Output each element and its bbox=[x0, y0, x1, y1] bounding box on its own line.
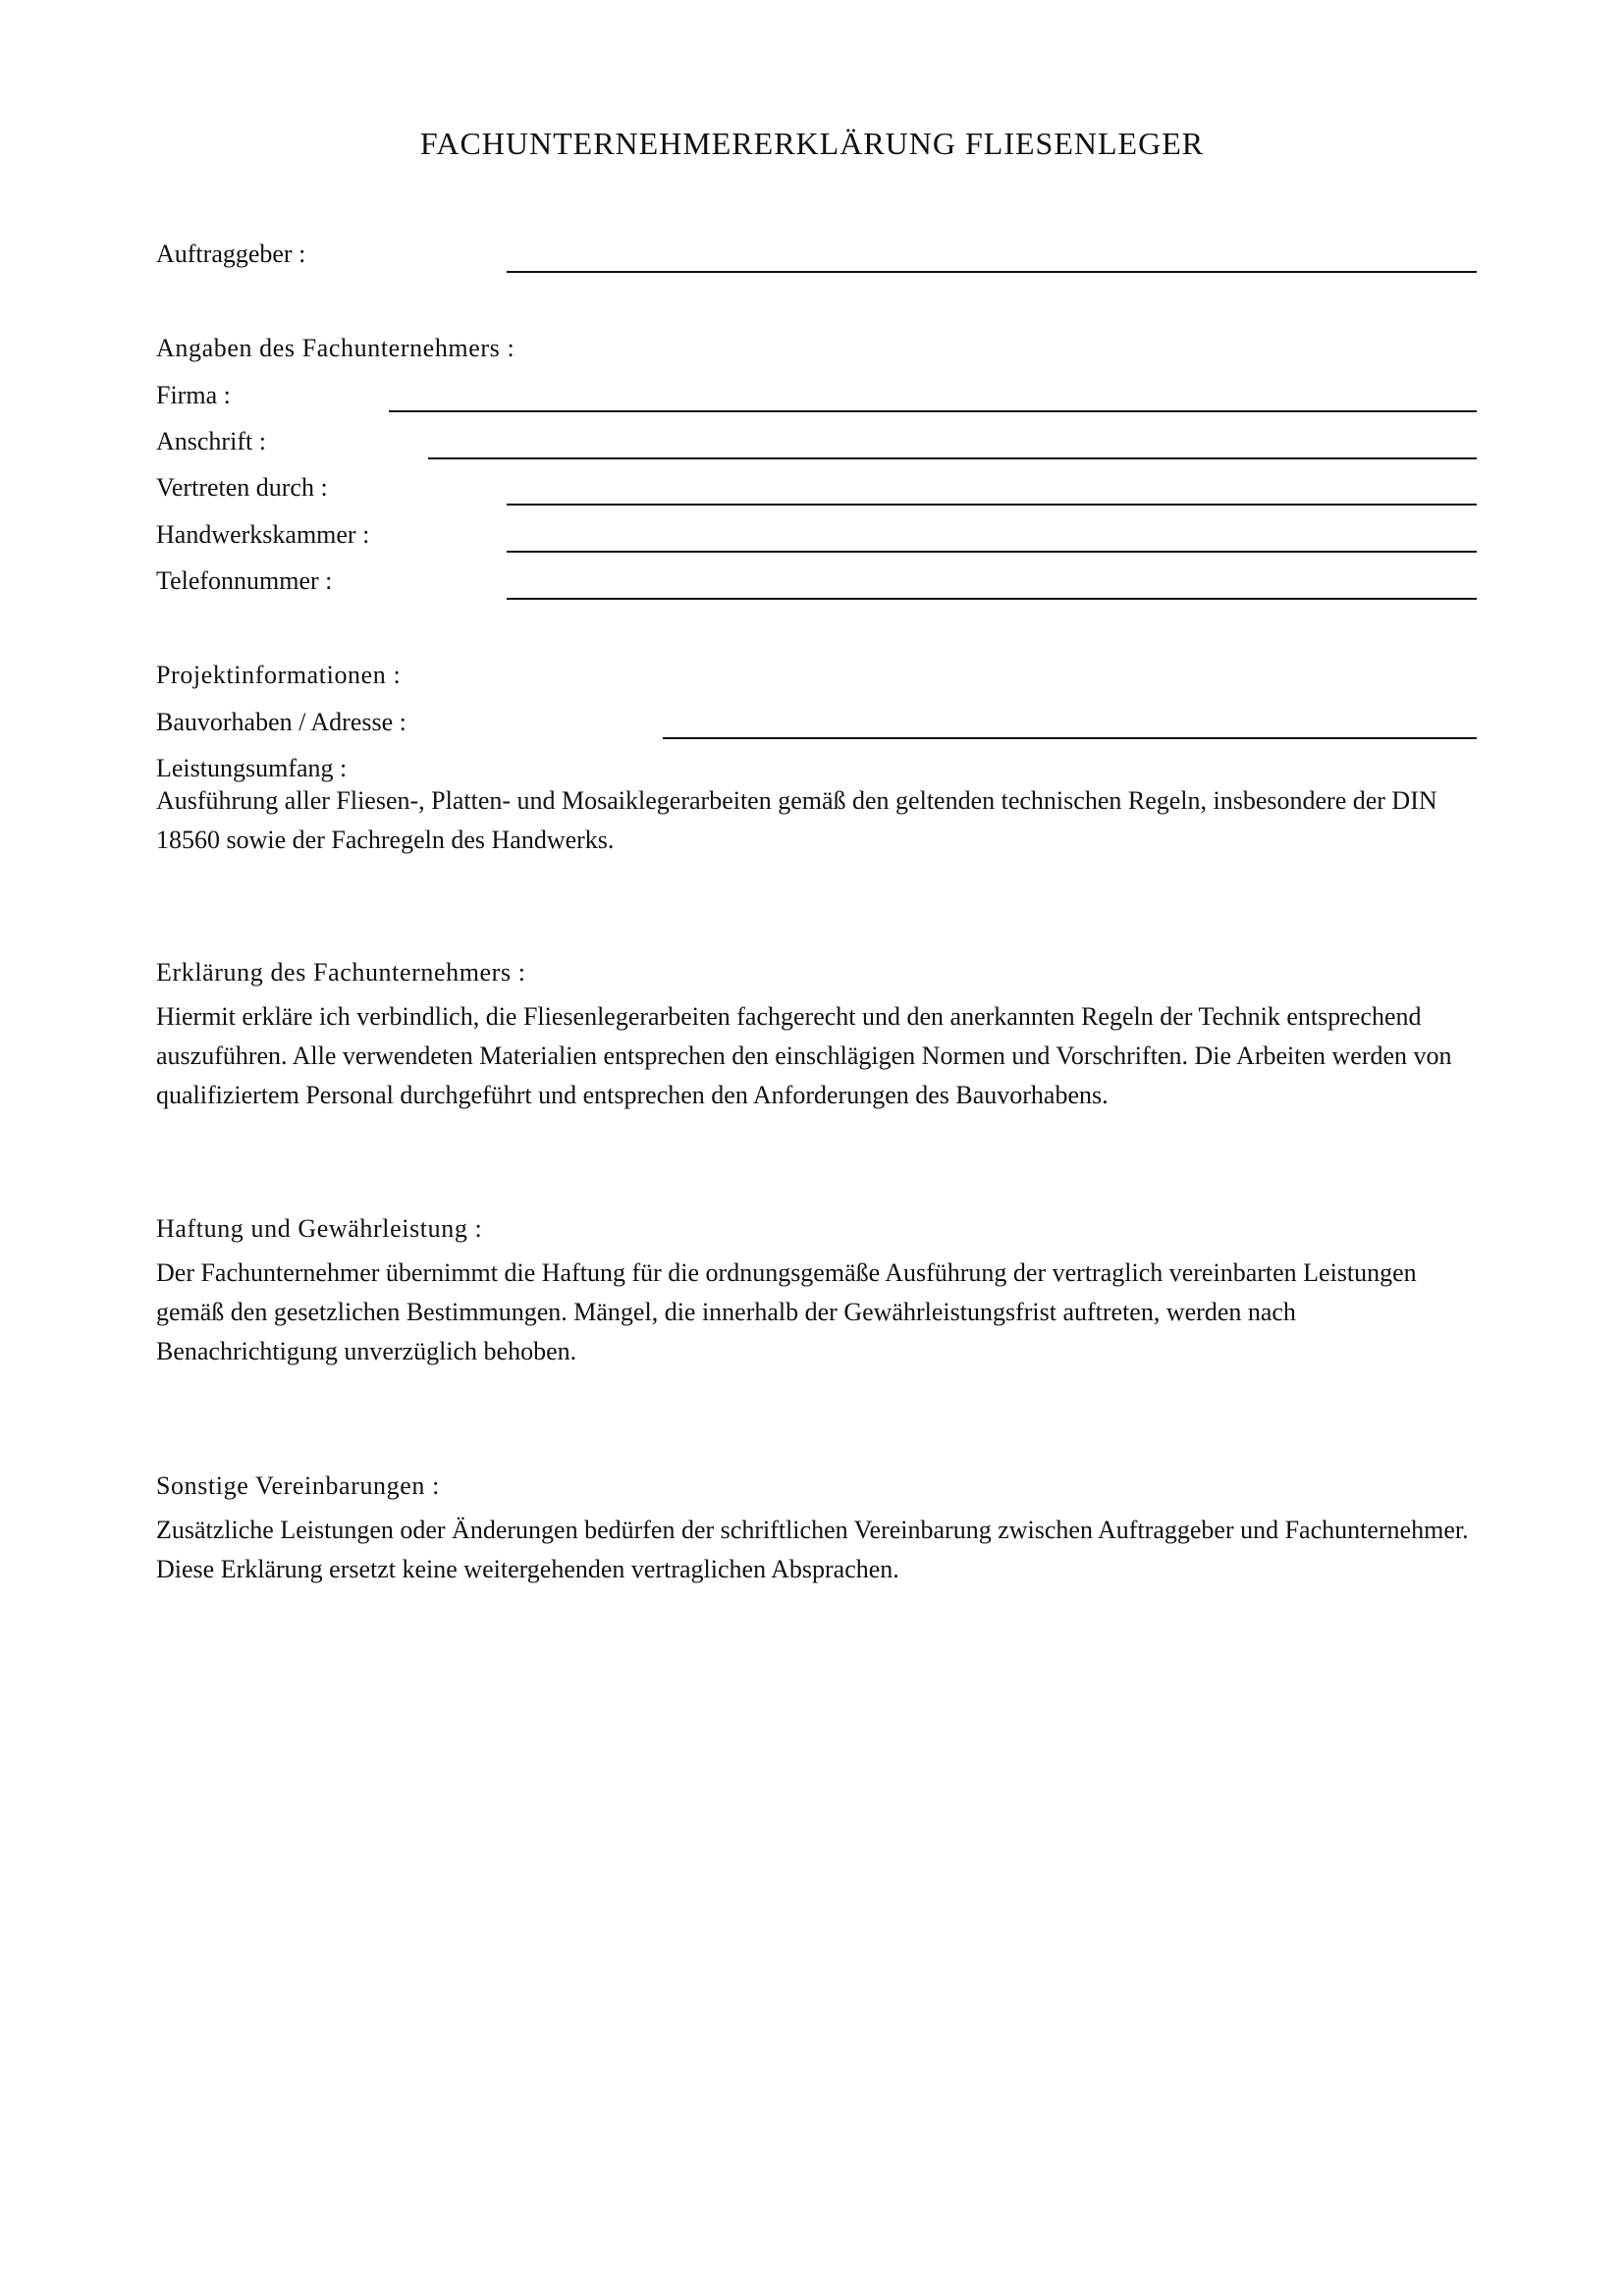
sonstige-text: Zusätzliche Leistungen oder Änderungen bedürfen der schriftlichen Vereinbarung zwischen Auftraggeber und Fachunternehmer. Diese Erklärung ersetzt keine weitergehenden vertraglichen Absprachen. bbox=[156, 1516, 1469, 1583]
contractor-heading: Angaben des Fachunternehmers : bbox=[156, 334, 515, 362]
bauvorhaben-label: Bauvorhaben / Adresse : bbox=[156, 708, 406, 736]
auftraggeber-label: Auftraggeber : bbox=[156, 240, 306, 268]
handwerkskammer-field[interactable] bbox=[507, 551, 1477, 553]
haftung-heading: Haftung und Gewährleistung : bbox=[156, 1214, 483, 1243]
vertreten-label: Vertreten durch : bbox=[156, 473, 328, 502]
haftung-text: Der Fachunternehmer übernimmt die Haftung für die ordnungsgemäße Ausführung der vertraglich vereinbarten Leistungen gemäß den gesetzlichen Bestimmungen. Mängel, die innerhalb der Gewährleistungsfrist auftreten, werden nach Benachrichtigung unverzüglich behoben. bbox=[156, 1258, 1417, 1365]
document-title: FACHUNTERNEHMERERKLÄRUNG FLIESENLEGER bbox=[419, 126, 1205, 161]
erklaerung-heading: Erklärung des Fachunternehmers : bbox=[156, 958, 526, 987]
vertreten-field[interactable] bbox=[507, 504, 1477, 506]
telefon-label: Telefonnummer : bbox=[156, 566, 333, 595]
leistungsumfang-text: Ausführung aller Fliesen-, Platten- und Mosaiklegerarbeiten gemäß den geltenden technischen Regeln, insbesondere der DIN 18560 sowie der Fachregeln des Handwerks. bbox=[156, 786, 1437, 854]
telefon-field[interactable] bbox=[507, 598, 1477, 600]
handwerkskammer-label: Handwerkskammer : bbox=[156, 520, 370, 549]
erklaerung-text: Hiermit erkläre ich verbindlich, die Fliesenlegerarbeiten fachgerecht und den anerkannten Regeln der Technik entsprechend auszuführen. Alle verwendeten Materialien entsprechen den einschlägigen Normen und Vorschriften. Die Arbeiten werden von qualifiziertem Personal durchgeführt und entsprechen den Anforderungen des Bauvorhabens. bbox=[156, 1002, 1452, 1109]
bauvorhaben-field[interactable] bbox=[663, 737, 1477, 739]
firma-field[interactable] bbox=[389, 410, 1477, 412]
sonstige-heading: Sonstige Vereinbarungen : bbox=[156, 1471, 440, 1500]
project-heading: Projektinformationen : bbox=[156, 661, 402, 689]
auftraggeber-field[interactable] bbox=[507, 271, 1477, 273]
leistungsumfang-label: Leistungsumfang : bbox=[156, 754, 348, 782]
anschrift-field[interactable] bbox=[428, 457, 1477, 459]
firma-label: Firma : bbox=[156, 381, 231, 409]
anschrift-label: Anschrift : bbox=[156, 427, 266, 455]
